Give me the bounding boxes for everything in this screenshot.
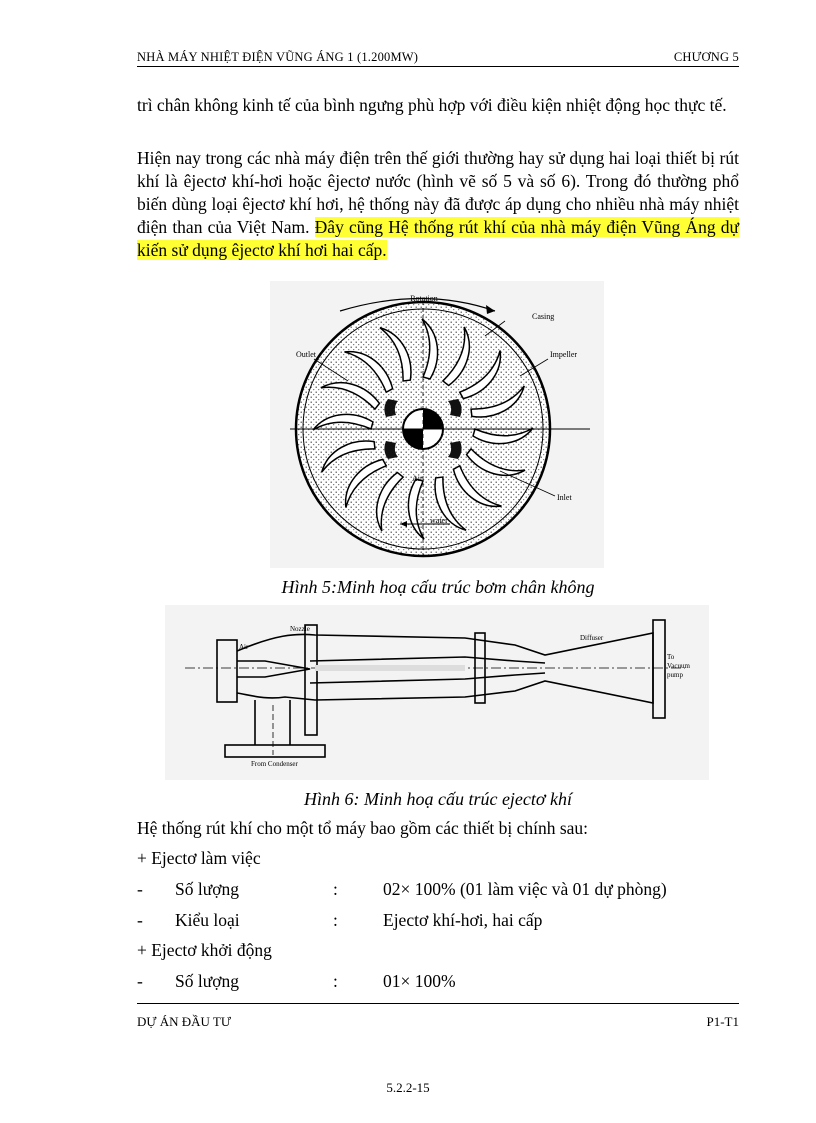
- spec-row-label: Số lượng: [175, 879, 239, 899]
- fig6-from-condenser-label: From Condenser: [251, 760, 298, 768]
- header-chapter: CHƯƠNG 5: [673, 50, 739, 64]
- footer-code: P1-T1: [706, 1014, 739, 1029]
- page-header: [137, 48, 739, 67]
- fig6-nozzle-label: Nozzle: [290, 625, 310, 633]
- paragraph-1: trì chân không kinh tế của bình ngưng phù hợp với điều kiện nhiệt động học thực tế.: [137, 95, 727, 115]
- figure-5-image: [270, 281, 604, 568]
- page-number: 5.2.2-15: [386, 1080, 430, 1095]
- spec-row-dash: -: [137, 971, 143, 991]
- header-title: NHÀ MÁY NHIỆT ĐIỆN VŨNG ÁNG 1 (1.200MW): [137, 50, 419, 64]
- fig5-impeller-label: Impeller: [550, 350, 578, 359]
- fig5-water-label: water: [430, 516, 448, 525]
- fig5-rotation-label: Rotation: [410, 294, 438, 303]
- figure-6-caption: Hình 6: Minh hoạ cấu trúc ejectơ khí: [303, 789, 573, 809]
- spec-row-label: Số lượng: [175, 971, 239, 991]
- spec-row-value: Ejectơ khí-hơi, hai cấp: [383, 910, 543, 930]
- figure-6-image: [165, 605, 709, 780]
- paragraph-2-text: Hiện nay trong các nhà máy điện trên thế giới thường hay sử dụng hai loại thiết bị rút khí là êjectơ khí-hơi hoặc êjectơ nước (hình vẽ số 5 và số 6). Trong đó thường phổ biến dùng loại êjectơ khí hơi, hệ thống này đã được áp dụng cho nhiều nhà máy nhiệt điện than của Việt Nam.: [137, 148, 739, 237]
- fig5-inlet-label: Inlet: [557, 493, 572, 502]
- equipment-intro: Hệ thống rút khí cho một tổ máy bao gồm các thiết bị chính sau:: [137, 818, 589, 838]
- footer-project: DỰ ÁN ĐẦU TƯ: [137, 1014, 231, 1029]
- fig6-to-label: To: [667, 653, 675, 661]
- fig6-pump-label: pump: [667, 671, 683, 679]
- spec-row-colon: :: [333, 910, 338, 930]
- paragraph-2: [137, 147, 739, 262]
- spec-row-dash: -: [137, 879, 143, 899]
- spec-row-label: Kiểu loại: [175, 910, 240, 930]
- spec-row-value: 01× 100%: [383, 971, 456, 991]
- vacuum-pump-diagram: [270, 281, 604, 568]
- fig5-casing-label: Casing: [532, 312, 555, 321]
- spec-row-colon: :: [333, 879, 338, 899]
- fig6-diffuser-label: Diffuser: [580, 634, 604, 642]
- fig6-air-label: Air: [239, 643, 249, 651]
- page-footer: [137, 1003, 739, 1029]
- ejector-diagram: [165, 605, 709, 780]
- spec-row-colon: :: [333, 971, 338, 991]
- spec-row-dash: -: [137, 910, 143, 930]
- spec-row-value: 02× 100% (01 làm việc và 01 dự phòng): [383, 879, 667, 899]
- fig5-air-label: Air: [412, 474, 423, 483]
- group-startup-ejector: + Ejectơ khởi động: [137, 940, 272, 960]
- figure-5-caption: Hình 5:Minh hoạ cấu trúc bơm chân không: [281, 577, 595, 597]
- fig5-outlet-label: Outlet: [296, 350, 316, 359]
- group-working-ejector: + Ejectơ làm việc: [137, 848, 261, 868]
- fig6-vacuum-label: Vacuum: [667, 662, 690, 670]
- paragraph-2-highlight: Đây cũng Hệ thống rút khí của nhà máy điện Vũng Áng dự kiến sử dụng êjectơ khí hơi hai cấp.: [137, 217, 739, 260]
